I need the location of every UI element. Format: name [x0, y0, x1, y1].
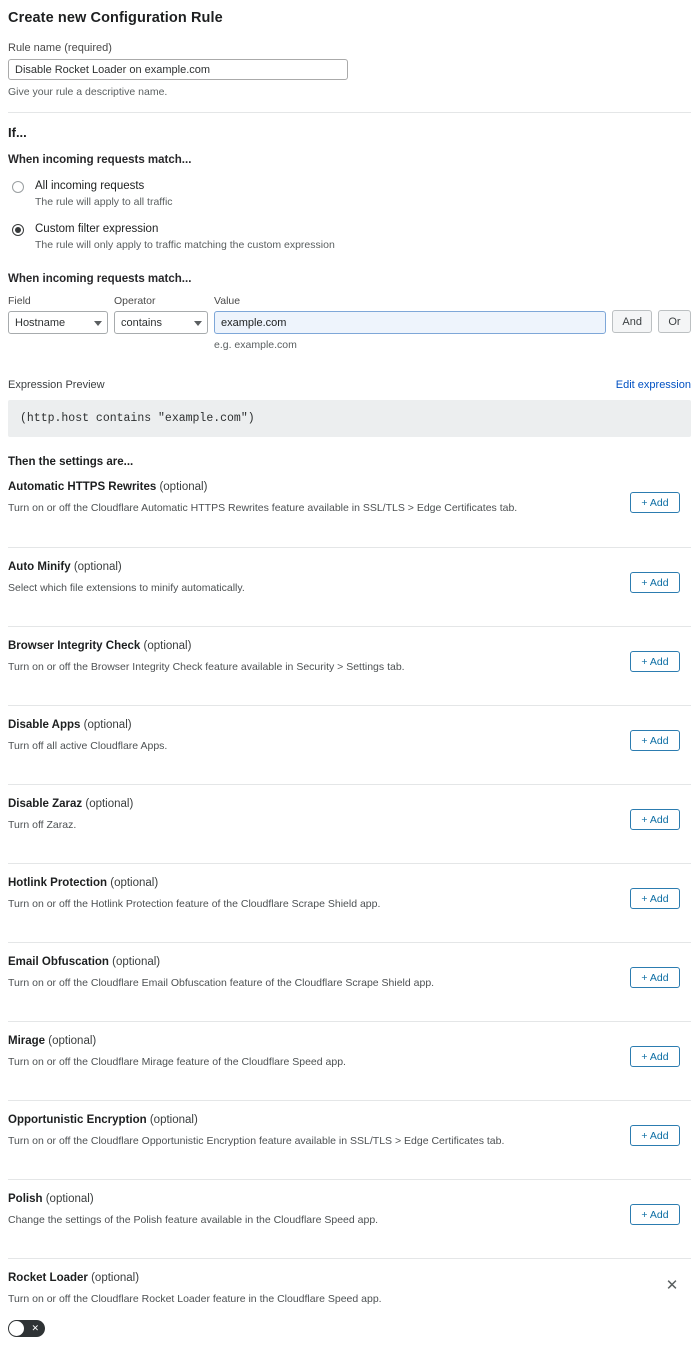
- setting-row: [8, 705, 691, 784]
- setting-description: Turn on or off the Cloudflare Opportunistic Encryption feature available in SSL/TLS > Edge Certificates tab.: [8, 1135, 505, 1147]
- expression-preview-box: (http.host contains "example.com"): [8, 400, 691, 437]
- add-setting-button[interactable]: + Add: [630, 809, 680, 830]
- setting-name: Browser Integrity Check: [8, 640, 141, 652]
- setting-optional: (optional): [73, 561, 122, 573]
- setting-optional: (optional): [112, 956, 161, 968]
- setting-row: [8, 626, 691, 705]
- setting-title: [8, 1035, 691, 1047]
- setting-description: Select which file extensions to minify automatically.: [8, 582, 245, 594]
- configuration-rule-form: [0, 10, 699, 1351]
- setting-row: [8, 863, 691, 942]
- field-select[interactable]: [8, 311, 108, 334]
- expression-builder-row: [8, 295, 691, 351]
- setting-name: Opportunistic Encryption: [8, 1114, 147, 1126]
- add-setting-button[interactable]: + Add: [630, 967, 680, 988]
- add-setting-button[interactable]: + Add: [630, 651, 680, 672]
- radio-label-custom-filter: Custom filter expression: [35, 223, 159, 235]
- setting-title: [8, 719, 691, 731]
- setting-title: [8, 956, 691, 968]
- edit-expression-link[interactable]: Edit expression: [615, 379, 691, 391]
- field-label: Field: [8, 295, 31, 307]
- settings-list: [8, 468, 691, 1351]
- setting-optional: (optional): [149, 1114, 198, 1126]
- setting-description: Turn on or off the Hotlink Protection feature of the Cloudflare Scrape Shield app.: [8, 898, 381, 910]
- if-section-heading: If...: [8, 125, 27, 140]
- setting-name: Rocket Loader: [8, 1272, 88, 1284]
- operator-column: [114, 295, 208, 334]
- setting-optional: (optional): [45, 1193, 94, 1205]
- setting-title: [8, 561, 691, 573]
- setting-name: Automatic HTTPS Rewrites: [8, 481, 157, 493]
- radio-icon-all-requests[interactable]: [12, 181, 24, 193]
- operator-label: Operator: [114, 295, 156, 307]
- radio-icon-custom-filter[interactable]: [12, 224, 24, 236]
- setting-row: [8, 1100, 691, 1179]
- setting-row: [8, 547, 691, 626]
- value-label: Value: [214, 295, 241, 307]
- toggle-off-icon: ✕: [31, 1323, 39, 1333]
- value-column: [214, 295, 606, 351]
- then-heading: Then the settings are...: [8, 456, 134, 468]
- setting-row: [8, 1179, 691, 1258]
- field-select-value: Hostname: [15, 317, 66, 329]
- operator-select[interactable]: [114, 311, 208, 334]
- setting-description: Turn on or off the Cloudflare Automatic HTTPS Rewrites feature available in SSL/TLS > Edge Certificates tab.: [8, 502, 518, 514]
- radio-desc-custom-filter: The rule will only apply to traffic matching the custom expression: [35, 239, 335, 251]
- setting-name: Disable Zaraz: [8, 798, 83, 810]
- match-heading: When incoming requests match...: [8, 154, 192, 166]
- setting-title: [8, 481, 691, 493]
- setting-description: Turn off Zaraz.: [8, 819, 77, 831]
- setting-name: Disable Apps: [8, 719, 81, 731]
- setting-name: Hotlink Protection: [8, 877, 108, 889]
- setting-row: [8, 1021, 691, 1100]
- setting-title: [8, 798, 691, 810]
- setting-name: Mirage: [8, 1035, 46, 1047]
- rule-name-group: [8, 42, 691, 98]
- setting-description: Change the settings of the Polish feature available in the Cloudflare Speed app.: [8, 1214, 379, 1226]
- setting-row: [8, 942, 691, 1021]
- setting-row: [8, 784, 691, 863]
- setting-optional: (optional): [110, 877, 159, 889]
- add-setting-button[interactable]: + Add: [630, 1046, 680, 1067]
- setting-title: [8, 1272, 691, 1284]
- rule-name-help: Give your rule a descriptive name.: [8, 86, 168, 98]
- setting-name: Auto Minify: [8, 561, 71, 573]
- rule-name-input[interactable]: [8, 59, 348, 80]
- setting-description: Turn on or off the Browser Integrity Check feature available in Security > Settings tab.: [8, 661, 405, 673]
- add-setting-button[interactable]: + Add: [630, 730, 680, 751]
- setting-title: [8, 877, 691, 889]
- setting-description: Turn off all active Cloudflare Apps.: [8, 740, 168, 752]
- radio-option-all-requests[interactable]: [8, 179, 691, 208]
- radio-option-custom-filter[interactable]: [8, 222, 691, 251]
- setting-description: Turn on or off the Cloudflare Rocket Loader feature in the Cloudflare Speed app.: [8, 1293, 382, 1305]
- section-divider: [8, 112, 691, 113]
- setting-description: Turn on or off the Cloudflare Email Obfuscation feature of the Cloudflare Scrape Shield app.: [8, 977, 435, 989]
- add-setting-button[interactable]: + Add: [630, 1204, 680, 1225]
- setting-optional: (optional): [91, 1272, 140, 1284]
- page-title: Create new Configuration Rule: [8, 10, 223, 26]
- setting-row-rocket-loader: [8, 1258, 691, 1351]
- setting-title: [8, 1114, 691, 1126]
- add-setting-button[interactable]: + Add: [630, 888, 680, 909]
- filter-heading: When incoming requests match...: [8, 273, 192, 285]
- radio-desc-all-requests: The rule will apply to all traffic: [35, 196, 173, 208]
- or-button[interactable]: Or: [658, 310, 691, 333]
- chevron-down-icon: [194, 321, 202, 326]
- expression-preview-bar: [8, 379, 691, 391]
- close-icon[interactable]: ✕: [665, 1277, 679, 1294]
- operator-select-value: contains: [121, 317, 162, 329]
- setting-optional: (optional): [48, 1035, 97, 1047]
- setting-title: [8, 640, 691, 652]
- radio-label-all-requests: All incoming requests: [35, 180, 145, 192]
- expression-preview-label: Expression Preview: [8, 379, 105, 391]
- setting-name: Polish: [8, 1193, 43, 1205]
- setting-description: Turn on or off the Cloudflare Mirage feature of the Cloudflare Speed app.: [8, 1056, 346, 1068]
- value-input[interactable]: [214, 311, 606, 334]
- add-setting-button[interactable]: + Add: [630, 572, 680, 593]
- rule-name-label: Rule name (required): [8, 42, 112, 54]
- setting-title: [8, 1193, 691, 1205]
- setting-optional: (optional): [159, 481, 208, 493]
- setting-optional: (optional): [83, 719, 132, 731]
- add-setting-button[interactable]: + Add: [630, 1125, 680, 1146]
- value-hint: e.g. example.com: [214, 339, 297, 351]
- and-button[interactable]: And: [612, 310, 652, 333]
- field-column: [8, 295, 108, 334]
- chevron-down-icon: [94, 321, 102, 326]
- setting-row: [8, 468, 691, 547]
- setting-name: Email Obfuscation: [8, 956, 109, 968]
- add-setting-button[interactable]: + Add: [630, 492, 680, 513]
- setting-optional: (optional): [143, 640, 192, 652]
- setting-optional: (optional): [85, 798, 134, 810]
